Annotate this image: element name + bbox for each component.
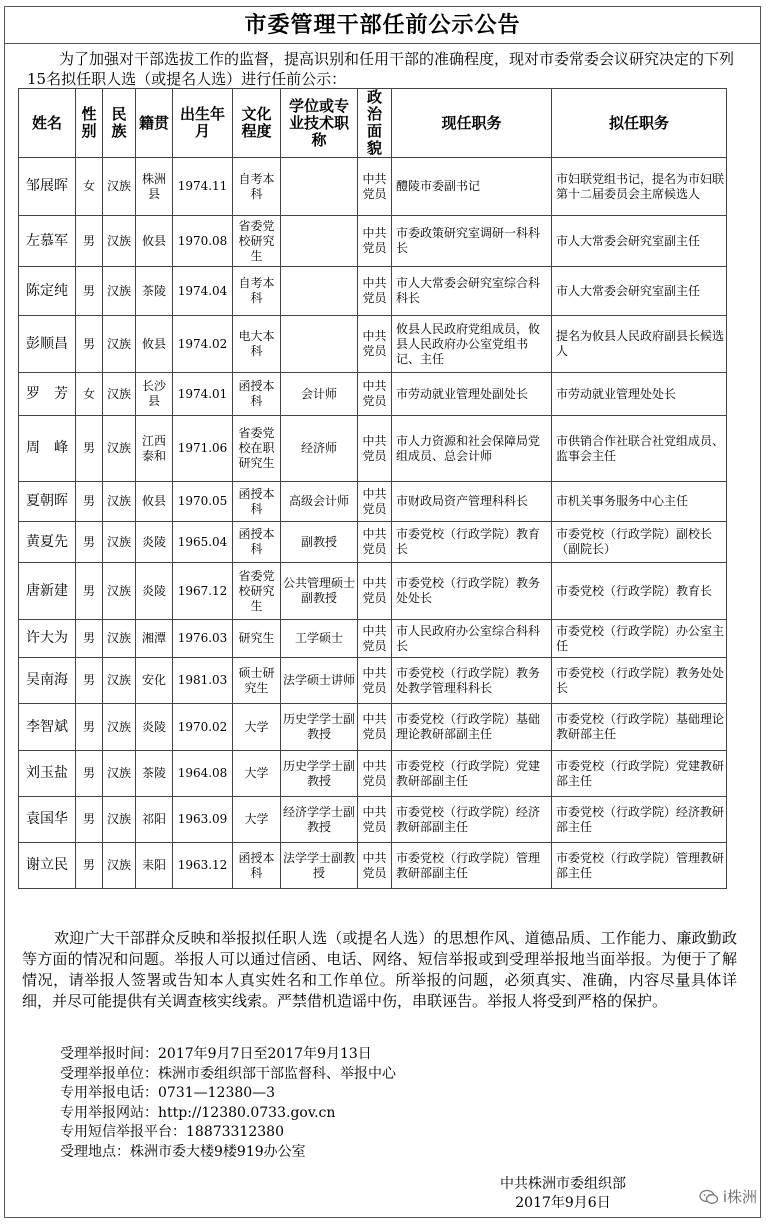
report-location: 受理地点：株洲市委大楼9楼919办公室 (60, 1143, 306, 1160)
cell-education: 函授本科 (233, 373, 281, 416)
cell-party: 中共党员 (358, 158, 392, 216)
page-title: 市委管理干部任前公示公告 (5, 7, 760, 44)
candidates-table (18, 88, 727, 889)
cell-name: 袁国华 (19, 797, 76, 843)
cell-party: 中共党员 (358, 620, 392, 658)
cell-gender: 男 (76, 704, 103, 751)
cell-origin: 长沙县 (136, 373, 173, 416)
cell-name: 吴南海 (19, 658, 76, 704)
cell-current: 市人民政府办公室综合科科长 (392, 620, 552, 658)
table-row (19, 620, 727, 658)
cell-current: 市委党校（行政学院）经济教研部副主任 (392, 797, 552, 843)
cell-name: 许大为 (19, 620, 76, 658)
cell-ethnicity: 汉族 (103, 751, 136, 797)
cell-party: 中共党员 (358, 216, 392, 267)
cell-proposed: 市委党校（行政学院）办公室主任 (552, 620, 727, 658)
table-row (19, 216, 727, 267)
cell-degree (281, 216, 358, 267)
cell-name: 陈定纯 (19, 267, 76, 316)
cell-education: 大学 (233, 797, 281, 843)
cell-birth: 1963.12 (173, 843, 233, 889)
cell-origin: 炎陵 (136, 522, 173, 563)
cell-proposed: 市委党校（行政学院）副校长（副院长） (552, 522, 727, 563)
cell-ethnicity: 汉族 (103, 416, 136, 482)
contact-info (60, 1045, 396, 1162)
cell-origin: 江西泰和 (136, 416, 173, 482)
cell-degree: 法学学士副教授 (281, 843, 358, 889)
signature-date: 2017年9月6日 (515, 1195, 611, 1211)
cell-gender: 男 (76, 658, 103, 704)
cell-ethnicity: 汉族 (103, 316, 136, 373)
report-time: 受理举报时间：2017年9月7日至2017年9月13日 (60, 1046, 372, 1062)
table-row (19, 416, 727, 482)
cell-party: 中共党员 (358, 563, 392, 620)
cell-ethnicity: 汉族 (103, 522, 136, 563)
cell-proposed: 市机关事务服务中心主任 (552, 482, 727, 522)
cell-proposed: 市人大常委会研究室副主任 (552, 216, 727, 267)
table-row (19, 482, 727, 522)
column-header: 民族 (103, 89, 136, 158)
cell-degree: 法学硕士讲师 (281, 658, 358, 704)
cell-birth: 1963.09 (173, 797, 233, 843)
cell-name: 夏朝晖 (19, 482, 76, 522)
cell-birth: 1974.02 (173, 316, 233, 373)
cell-degree: 公共管理硕士副教授 (281, 563, 358, 620)
cell-name: 唐新建 (19, 563, 76, 620)
cell-origin: 耒阳 (136, 843, 173, 889)
cell-current: 市委党校（行政学院）管理教研部副主任 (392, 843, 552, 889)
cell-current: 市人大常委会研究室综合科科长 (392, 267, 552, 316)
cell-gender: 男 (76, 620, 103, 658)
cell-gender: 男 (76, 563, 103, 620)
cell-education: 省委党校在职研究生 (233, 416, 281, 482)
cell-party: 中共党员 (358, 316, 392, 373)
report-website: 专用举报网站：http://12380.0733.gov.cn (60, 1104, 336, 1121)
column-header: 政治面貌 (358, 89, 392, 158)
cell-gender: 男 (76, 843, 103, 889)
cell-name: 罗 芳 (19, 373, 76, 416)
cell-gender: 男 (76, 267, 103, 316)
cell-origin: 株洲县 (136, 158, 173, 216)
cell-current: 攸县人民政府党组成员，攸县人民政府办公室党组书记、主任 (392, 316, 552, 373)
cell-gender: 男 (76, 316, 103, 373)
cell-proposed: 市委党校（行政学院）教务处处长 (552, 658, 727, 704)
cell-birth: 1974.01 (173, 373, 233, 416)
cell-current: 市委政策研究室调研一科科长 (392, 216, 552, 267)
cell-origin: 炎陵 (136, 704, 173, 751)
cell-degree (281, 158, 358, 216)
cell-education: 自考本科 (233, 267, 281, 316)
table-row (19, 843, 727, 889)
cell-proposed: 市妇联党组书记，提名为市妇联第十二届委员会主席候选人 (552, 158, 727, 216)
cell-gender: 女 (76, 373, 103, 416)
cell-origin: 炎陵 (136, 563, 173, 620)
cell-degree: 工学硕士 (281, 620, 358, 658)
cell-birth: 1971.06 (173, 416, 233, 482)
table-row (19, 563, 727, 620)
cell-name: 邹展晖 (19, 158, 76, 216)
signature-org: 中共株洲市委组织部 (500, 1176, 626, 1192)
cell-education: 硕士研究生 (233, 658, 281, 704)
cell-birth: 1981.03 (173, 658, 233, 704)
cell-ethnicity: 汉族 (103, 216, 136, 267)
cell-education: 函授本科 (233, 482, 281, 522)
cell-proposed: 市委党校（行政学院）党建教研部主任 (552, 751, 727, 797)
cell-current: 市委党校（行政学院）教务处教学管理科科长 (392, 658, 552, 704)
cell-birth: 1970.02 (173, 704, 233, 751)
wechat-icon (699, 1189, 719, 1205)
cell-gender: 男 (76, 797, 103, 843)
cell-ethnicity: 汉族 (103, 482, 136, 522)
table-row (19, 316, 727, 373)
table-row (19, 658, 727, 704)
cell-current: 市人力资源和社会保障局党组成员、总会计师 (392, 416, 552, 482)
signature-block (488, 1175, 638, 1213)
column-header: 文化程度 (233, 89, 281, 158)
cell-current: 市劳动就业管理处副处长 (392, 373, 552, 416)
cell-degree: 历史学学士副教授 (281, 751, 358, 797)
cell-proposed: 市委党校（行政学院）教育长 (552, 563, 727, 620)
cell-origin: 茶陵 (136, 751, 173, 797)
cell-proposed: 市人大常委会研究室副主任 (552, 267, 727, 316)
cell-education: 研究生 (233, 620, 281, 658)
cell-current: 市财政局资产管理科科长 (392, 482, 552, 522)
cell-origin: 安化 (136, 658, 173, 704)
cell-name: 黄夏先 (19, 522, 76, 563)
cell-party: 中共党员 (358, 658, 392, 704)
cell-proposed: 市供销合作社联合社党组成员、监事会主任 (552, 416, 727, 482)
cell-current: 市委党校（行政学院）党建教研部副主任 (392, 751, 552, 797)
cell-education: 省委党校研究生 (233, 216, 281, 267)
cell-education: 电大本科 (233, 316, 281, 373)
cell-gender: 男 (76, 522, 103, 563)
report-phone: 专用举报电话：0731—12380—3 (60, 1085, 276, 1101)
cell-birth: 1967.12 (173, 563, 233, 620)
cell-birth: 1976.03 (173, 620, 233, 658)
cell-party: 中共党员 (358, 373, 392, 416)
cell-birth: 1970.05 (173, 482, 233, 522)
cell-name: 彭顺昌 (19, 316, 76, 373)
cell-origin: 祁阳 (136, 797, 173, 843)
table-row (19, 797, 727, 843)
cell-current: 市委党校（行政学院）教育长 (392, 522, 552, 563)
cell-party: 中共党员 (358, 482, 392, 522)
table-row (19, 373, 727, 416)
cell-birth: 1974.04 (173, 267, 233, 316)
cell-education: 省委党校研究生 (233, 563, 281, 620)
table-row (19, 704, 727, 751)
cell-education: 自考本科 (233, 158, 281, 216)
column-header: 拟任职务 (552, 89, 727, 158)
cell-name: 谢立民 (19, 843, 76, 889)
cell-party: 中共党员 (358, 416, 392, 482)
column-header: 姓名 (19, 89, 76, 158)
cell-education: 函授本科 (233, 843, 281, 889)
cell-proposed: 提名为攸县人民政府副县长候选人 (552, 316, 727, 373)
cell-origin: 攸县 (136, 316, 173, 373)
cell-party: 中共党员 (358, 522, 392, 563)
report-notice: 欢迎广大干部群众反映和举报拟任职人选（或提名人选）的思想作风、道德品质、工作能力、廉政勤政等方面的情况和问题。举报人可以通过信函、电话、网络、短信举报或到受理举报地当面举报。为便于了解情况，请举报人签署或告知本人真实姓名和工作单位。所举报的问题，必须真实、准确，内容尽量具体详细，并尽可能提供有关调查核实线索。严禁借机造谣中伤，串联诬告。举报人将受到严格的保护。 (22, 929, 737, 1010)
cell-degree: 经济师 (281, 416, 358, 482)
cell-birth: 1970.08 (173, 216, 233, 267)
cell-gender: 男 (76, 416, 103, 482)
cell-origin: 湘潭 (136, 620, 173, 658)
cell-name: 刘玉盐 (19, 751, 76, 797)
column-header: 学位或专业技术职称 (281, 89, 358, 158)
cell-education: 大学 (233, 704, 281, 751)
column-header: 籍贯 (136, 89, 173, 158)
intro-paragraph: 为了加强对干部选拔工作的监督，提高识别和任用干部的准确程度，现对市委常委会议研究决定的下列15名拟任职人选（或提名人选）进行任前公示： (27, 50, 735, 88)
cell-birth: 1964.08 (173, 751, 233, 797)
cell-proposed: 市劳动就业管理处处长 (552, 373, 727, 416)
table-row (19, 267, 727, 316)
table-header-row (19, 89, 727, 158)
report-sms: 专用短信举报平台：18873312380 (60, 1124, 284, 1140)
cell-party: 中共党员 (358, 843, 392, 889)
column-header: 性别 (76, 89, 103, 158)
cell-gender: 男 (76, 751, 103, 797)
table-row (19, 751, 727, 797)
cell-origin: 茶陵 (136, 267, 173, 316)
cell-origin: 攸县 (136, 216, 173, 267)
cell-ethnicity: 汉族 (103, 797, 136, 843)
cell-degree: 副教授 (281, 522, 358, 563)
table-row (19, 158, 727, 216)
cell-gender: 女 (76, 158, 103, 216)
cell-ethnicity: 汉族 (103, 658, 136, 704)
cell-gender: 男 (76, 216, 103, 267)
cell-ethnicity: 汉族 (103, 704, 136, 751)
cell-ethnicity: 汉族 (103, 563, 136, 620)
cell-degree: 高级会计师 (281, 482, 358, 522)
cell-current: 市委党校（行政学院）基础理论教研部副主任 (392, 704, 552, 751)
cell-ethnicity: 汉族 (103, 373, 136, 416)
cell-ethnicity: 汉族 (103, 267, 136, 316)
cell-ethnicity: 汉族 (103, 158, 136, 216)
report-unit: 受理举报单位：株洲市委组织部干部监督科、举报中心 (60, 1065, 396, 1082)
cell-proposed: 市委党校（行政学院）基础理论教研部主任 (552, 704, 727, 751)
cell-degree: 会计师 (281, 373, 358, 416)
cell-party: 中共党员 (358, 797, 392, 843)
cell-proposed: 市委党校（行政学院）管理教研部主任 (552, 843, 727, 889)
table-row (19, 522, 727, 563)
cell-education: 大学 (233, 751, 281, 797)
cell-ethnicity: 汉族 (103, 843, 136, 889)
cell-degree: 经济学学士副教授 (281, 797, 358, 843)
cell-birth: 1974.11 (173, 158, 233, 216)
cell-degree (281, 316, 358, 373)
cell-proposed: 市委党校（行政学院）经济教研部主任 (552, 797, 727, 843)
cell-name: 李智斌 (19, 704, 76, 751)
cell-party: 中共党员 (358, 751, 392, 797)
cell-name: 左慕军 (19, 216, 76, 267)
watermark-text: i株洲 (722, 1188, 757, 1206)
cell-ethnicity: 汉族 (103, 620, 136, 658)
cell-party: 中共党员 (358, 704, 392, 751)
cell-current: 市委党校（行政学院）教务处处长 (392, 563, 552, 620)
cell-current: 醴陵市委副书记 (392, 158, 552, 216)
column-header: 现任职务 (392, 89, 552, 158)
cell-gender: 男 (76, 482, 103, 522)
cell-education: 函授本科 (233, 522, 281, 563)
cell-birth: 1965.04 (173, 522, 233, 563)
cell-name: 周 峰 (19, 416, 76, 482)
cell-degree: 历史学学士副教授 (281, 704, 358, 751)
cell-party: 中共党员 (358, 267, 392, 316)
watermark (699, 1186, 757, 1207)
cell-degree (281, 267, 358, 316)
cell-origin: 攸县 (136, 482, 173, 522)
column-header: 出生年月 (173, 89, 233, 158)
